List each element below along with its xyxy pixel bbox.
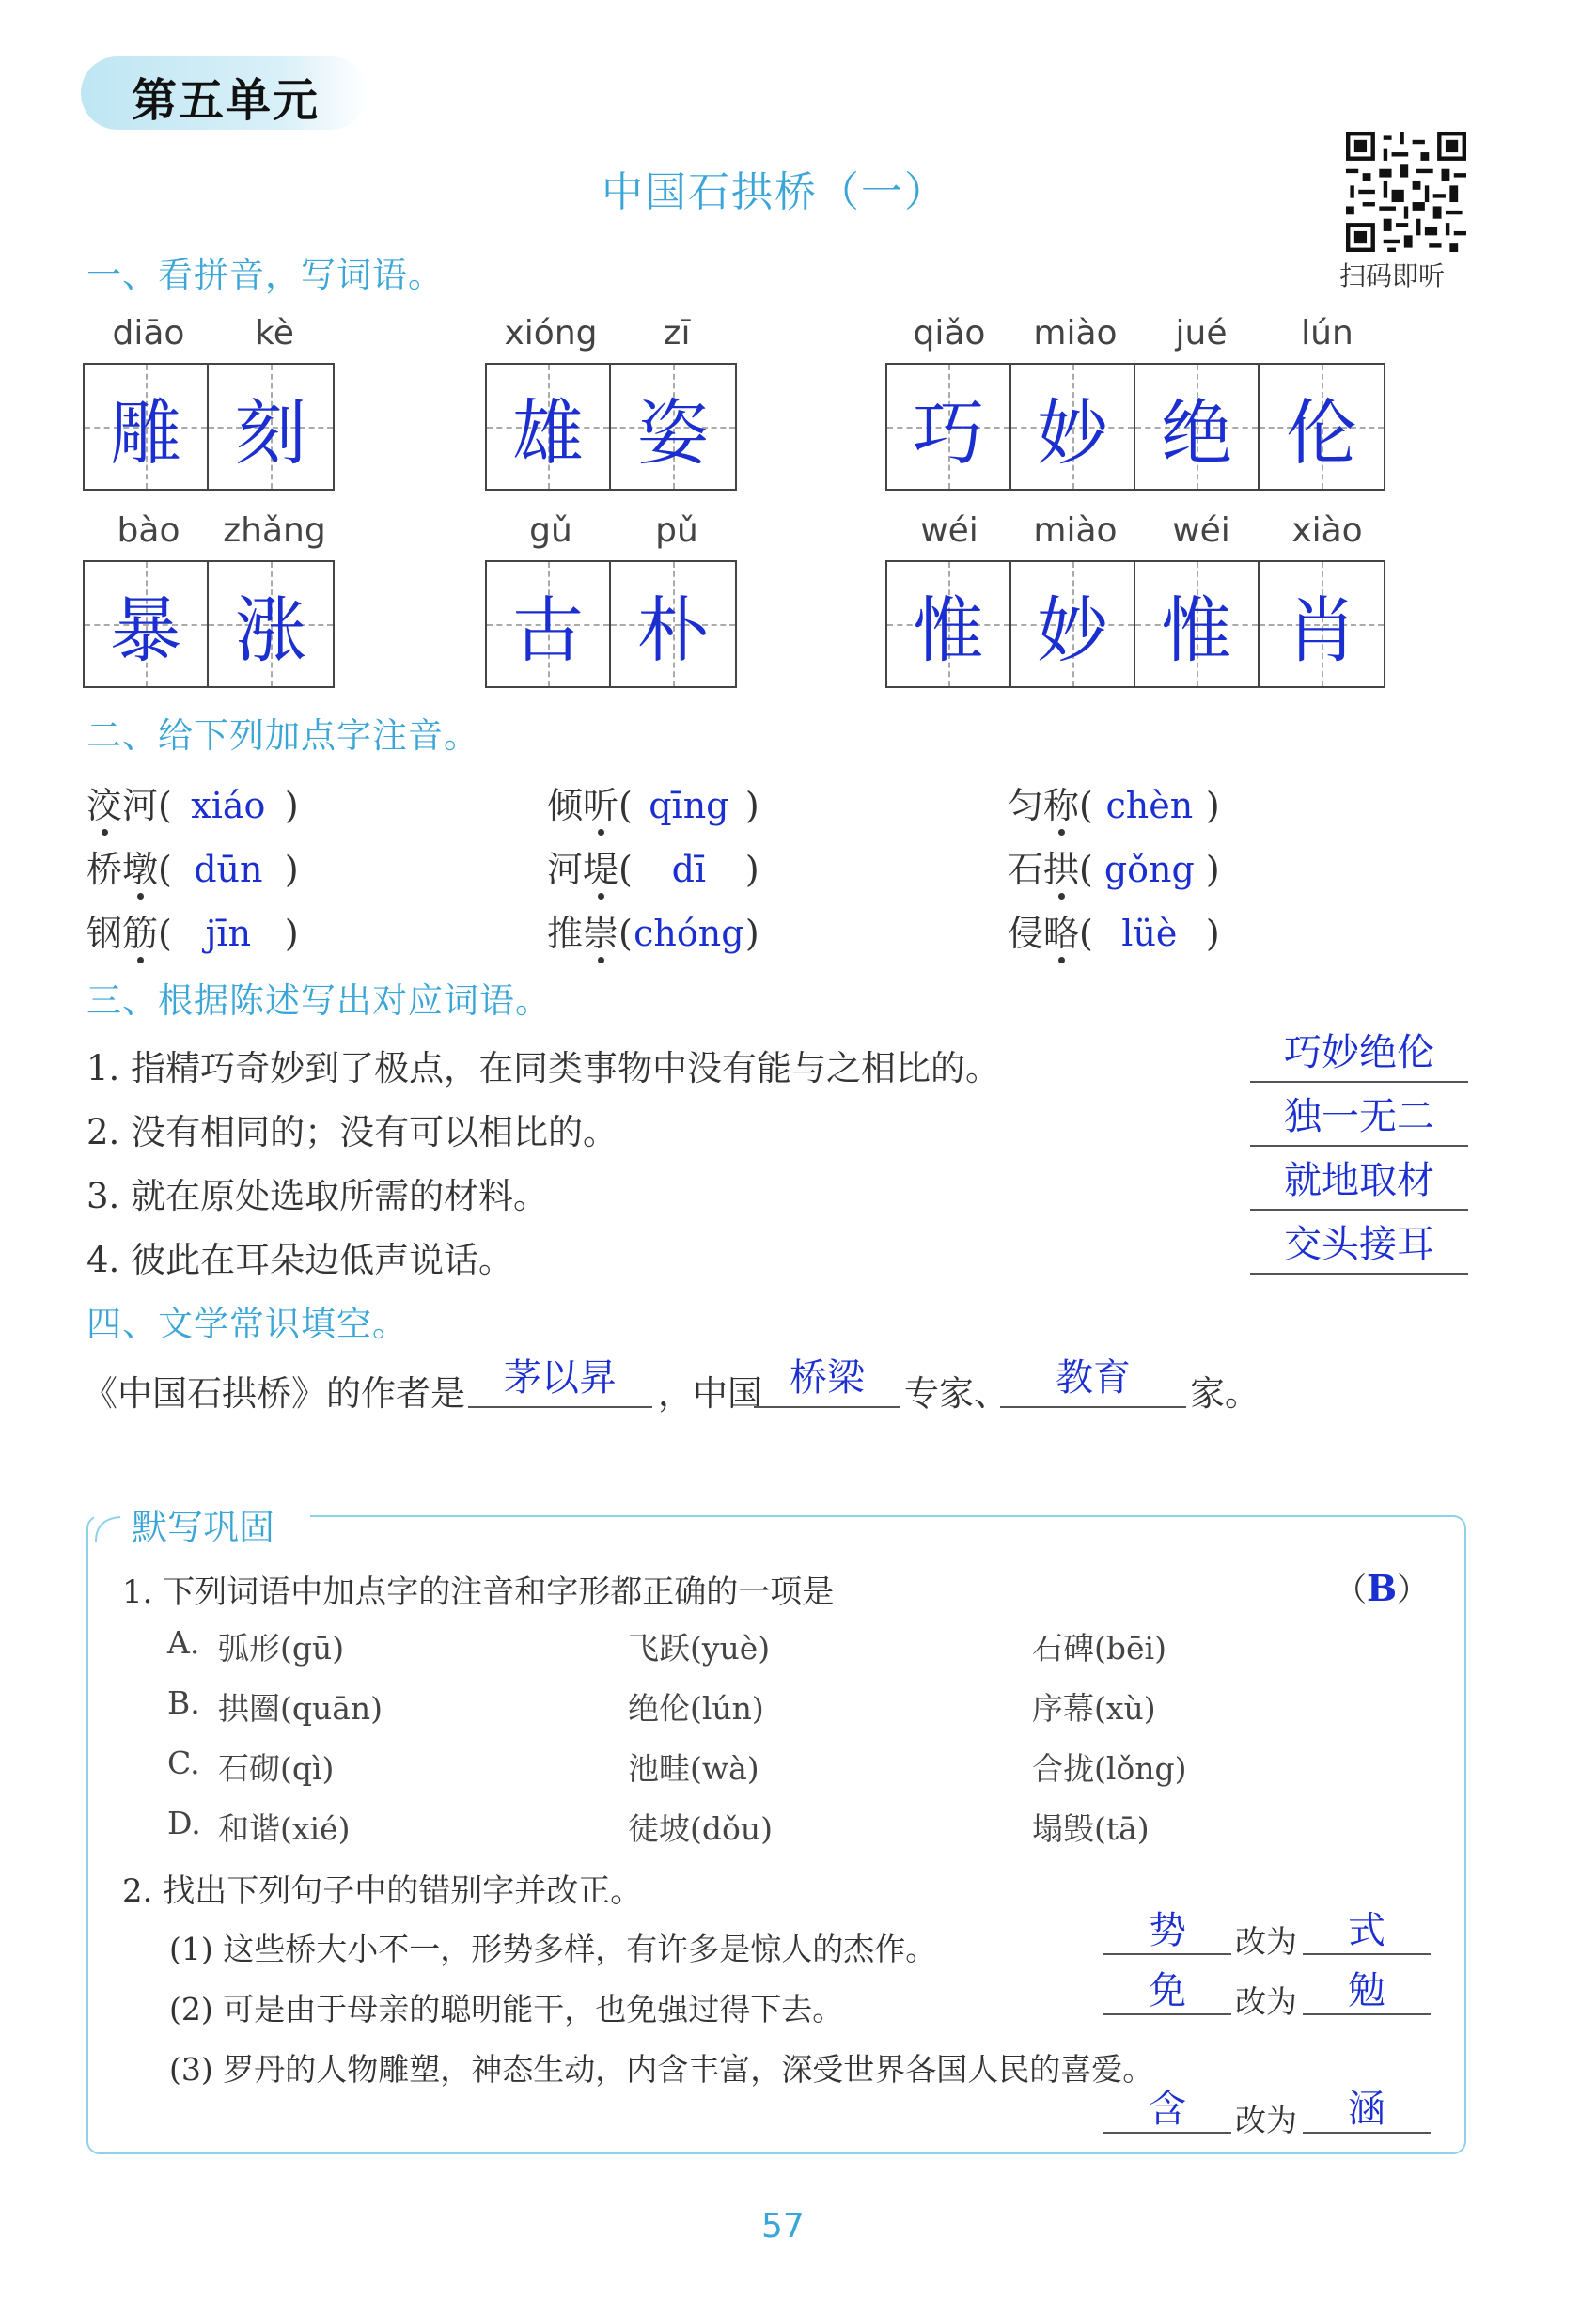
pinyin: qiǎo <box>913 314 986 352</box>
section-2-heading: 二、给下列加点字注音。 <box>86 715 479 756</box>
pinyin: miào <box>1033 511 1118 550</box>
answer-char: 朴 <box>637 587 709 672</box>
option-label: D. <box>167 1805 201 1841</box>
q1-answer: B <box>1367 1567 1398 1609</box>
pinyin: kè <box>255 314 294 352</box>
option-item: 合拢(lǒng) <box>1032 1750 1187 1787</box>
option-item: 拱圈(quān) <box>218 1690 383 1727</box>
pinyin: xiào <box>1291 511 1363 550</box>
corner-ornament-icon <box>94 1515 122 1543</box>
answer-pinyin: chèn <box>1105 785 1194 826</box>
sentence-item: (3) 罗丹的人物雕塑，神态生动，内含丰富，深受世界各国人民的喜爱。 <box>169 2051 1154 2088</box>
review-title: 默写巩固 <box>132 1507 275 1548</box>
change-label: 改为 <box>1235 1923 1297 1960</box>
option-item: 序幕(xù) <box>1032 1690 1156 1727</box>
right-char: 式 <box>1303 1901 1431 1955</box>
phonetic-item: 石拱( gǒng ) <box>1008 849 1220 890</box>
pinyin: wéi <box>920 511 978 550</box>
answer-pinyin: qīng <box>649 785 729 826</box>
answer-pinyin: lüè <box>1121 913 1178 954</box>
answer-pinyin: xiáo <box>191 785 266 826</box>
sentence-item: (2) 可是由于母亲的聪明能干，也免强过得下去。 <box>169 1991 844 2027</box>
word-box <box>83 560 335 688</box>
unit-title: 第五单元 <box>132 74 321 127</box>
fill-answer: 桥梁 <box>754 1348 900 1408</box>
answer-char: 惟 <box>913 587 984 672</box>
pinyin: lún <box>1301 314 1353 352</box>
answer-char: 伦 <box>1286 390 1357 475</box>
change-label: 改为 <box>1235 2102 1297 2138</box>
question-2: 2. 找出下列句子中的错别字并改正。 <box>122 1872 643 1910</box>
wrong-char: 势 <box>1103 1901 1231 1955</box>
answer-pinyin: chóng <box>634 913 744 954</box>
option-item: 塌毁(tā) <box>1032 1810 1150 1847</box>
pinyin: zī <box>663 314 691 352</box>
answer-pinyin: dūn <box>194 849 263 890</box>
phonetic-item: 桥墩( dūn ) <box>86 849 299 890</box>
qr-caption: 扫码即听 <box>1339 260 1446 291</box>
phonetic-item: 钢筋( jīn ) <box>86 913 299 954</box>
lesson-title: 中国石拱桥（一） <box>602 168 947 216</box>
answer-char: 涨 <box>235 587 306 672</box>
question-1: 1. 下列词语中加点字的注音和字形都正确的一项是 <box>122 1573 835 1611</box>
pinyin: wéi <box>1172 511 1230 550</box>
definition-item: 3. 就在原处选取所需的材料。 <box>86 1176 549 1216</box>
answer-char: 暴 <box>110 587 181 672</box>
pinyin: jué <box>1175 314 1228 352</box>
phonetic-item: 推崇(chóng) <box>547 913 759 954</box>
answer-pinyin: gǒng <box>1103 849 1195 890</box>
sentence-item: (1) 这些桥大小不一，形势多样，有许多是惊人的杰作。 <box>169 1931 937 1967</box>
fill-text: 专家、 <box>904 1373 1009 1414</box>
option-label: C. <box>167 1745 200 1781</box>
phonetic-item: 洨河( xiáo ) <box>86 785 299 826</box>
definition-item: 2. 没有相同的；没有可以相比的。 <box>86 1112 618 1152</box>
wrong-char: 免 <box>1103 1961 1231 2015</box>
option-item: 池畦(wà) <box>628 1750 759 1787</box>
answer-char: 妙 <box>1037 587 1108 672</box>
answer-pinyin: dī <box>671 849 707 890</box>
fill-text: 家。 <box>1190 1373 1260 1414</box>
section-4-heading: 四、文学常识填空。 <box>86 1304 408 1344</box>
right-char: 涵 <box>1303 2079 1431 2134</box>
change-label: 改为 <box>1235 1983 1297 2020</box>
pinyin: pǔ <box>655 511 698 550</box>
pinyin: zhǎng <box>223 511 326 550</box>
pinyin: bào <box>117 511 180 550</box>
answer-char: 古 <box>512 587 584 672</box>
section-1-heading: 一、看拼音，写词语。 <box>86 255 444 295</box>
section-3-heading: 三、根据陈述写出对应词语。 <box>86 980 551 1021</box>
option-label: B. <box>167 1684 200 1721</box>
fill-answer: 茅以昇 <box>468 1348 652 1408</box>
answer-word: 巧妙绝伦 <box>1250 1023 1468 1083</box>
word-box <box>485 560 737 688</box>
page-number: 57 <box>761 2207 805 2246</box>
pinyin: miào <box>1033 314 1118 352</box>
qr-code-icon[interactable] <box>1346 132 1466 252</box>
pinyin: gǔ <box>529 511 572 550</box>
answer-char: 雄 <box>512 390 584 475</box>
answer-char: 姿 <box>637 390 709 475</box>
option-item: 飞跃(yuè) <box>628 1630 771 1667</box>
phonetic-item: 倾听( qīng ) <box>547 785 759 826</box>
definition-item: 1. 指精巧奇妙到了极点，在同类事物中没有能与之相比的。 <box>86 1048 1001 1088</box>
definition-item: 4. 彼此在耳朵边低声说话。 <box>86 1240 514 1280</box>
word-box <box>885 363 1385 491</box>
answer-char: 巧 <box>913 390 984 475</box>
fill-answer: 教育 <box>1000 1348 1186 1408</box>
answer-char: 绝 <box>1161 390 1232 475</box>
answer-char: 肖 <box>1286 587 1357 672</box>
option-item: 石砌(qì) <box>218 1750 335 1787</box>
phonetic-item: 侵略( lüè ) <box>1008 913 1220 954</box>
word-box <box>485 363 737 491</box>
answer-char: 雕 <box>110 390 181 475</box>
pinyin: xióng <box>504 314 598 352</box>
option-item: 徒坡(dǒu) <box>628 1810 773 1847</box>
phonetic-item: 匀称( chèn ) <box>1008 785 1220 826</box>
wrong-char: 含 <box>1103 2079 1231 2134</box>
answer-word: 交头接耳 <box>1250 1214 1468 1275</box>
answer-paren: （B） <box>1335 1567 1430 1609</box>
answer-word: 就地取材 <box>1250 1150 1468 1211</box>
fill-text: 《中国石拱桥》的作者是 <box>83 1373 465 1414</box>
word-box <box>885 560 1385 688</box>
answer-pinyin: jīn <box>205 913 252 954</box>
answer-char: 妙 <box>1037 390 1108 475</box>
option-item: 弧形(gū) <box>218 1630 345 1667</box>
fill-text: ，中国 <box>658 1373 762 1414</box>
pinyin: diāo <box>112 314 185 352</box>
option-item: 和谐(xié) <box>218 1810 351 1847</box>
option-label: A. <box>167 1624 200 1661</box>
answer-char: 刻 <box>235 390 306 475</box>
phonetic-item: 河堤( dī ) <box>547 849 759 890</box>
option-item: 石碑(bēi) <box>1032 1630 1166 1667</box>
right-char: 勉 <box>1303 1961 1431 2015</box>
answer-char: 惟 <box>1161 587 1232 672</box>
answer-word: 独一无二 <box>1250 1087 1468 1147</box>
word-box <box>83 363 335 491</box>
option-item: 绝伦(lún) <box>628 1690 764 1727</box>
